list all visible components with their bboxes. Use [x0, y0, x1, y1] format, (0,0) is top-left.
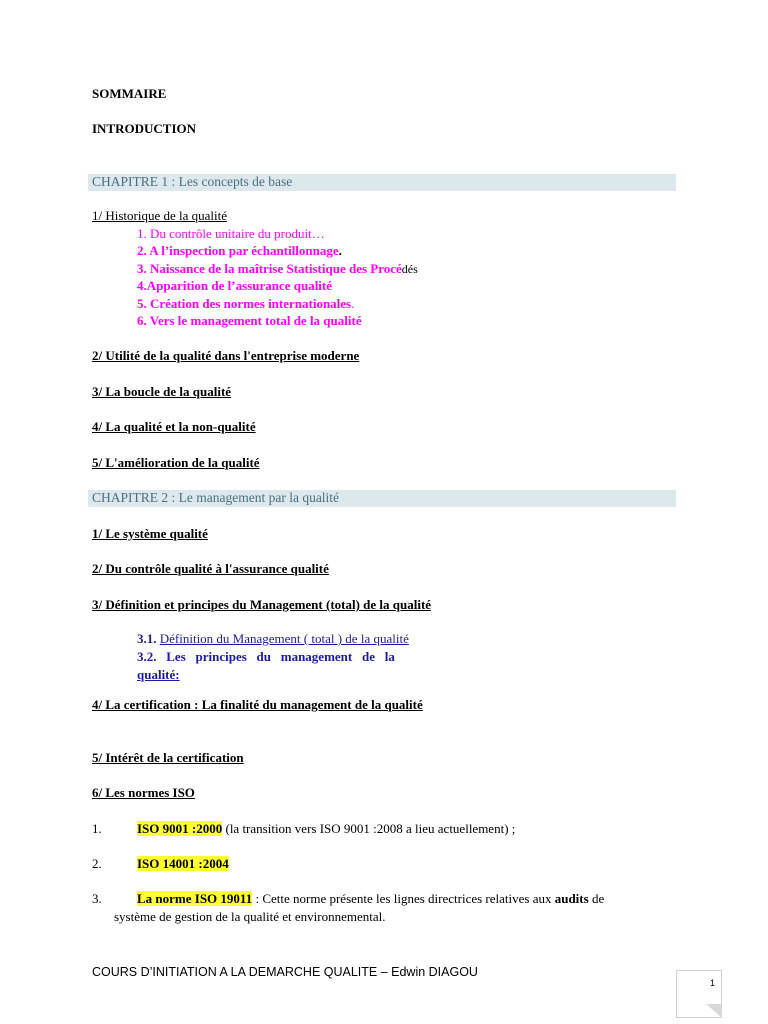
- ch2-section-5: 5/ Intérêt de la certification: [92, 750, 244, 765]
- ch1-section-5: 5/ L'amélioration de la qualité: [92, 455, 260, 470]
- sub-item-6: 6. Vers le management total de la qualité: [137, 313, 362, 328]
- ch1-section-2: 2/ Utilité de la qualité dans l'entreprise moderne: [92, 348, 360, 363]
- page-number: 1: [709, 978, 715, 988]
- ch1-section-1: 1/ Historique de la qualité: [92, 208, 228, 223]
- ch2-section-1: 1/ Le système qualité: [92, 526, 208, 541]
- chapter-1-banner: [88, 174, 676, 191]
- footer-course-title: COURS D’INITIATION A LA DEMARCHE QUALITE – Edwin DIAGOU: [92, 965, 478, 979]
- sub-item-2: 2. A l’inspection par échantillonnage.: [137, 243, 342, 258]
- page-number-box: [676, 970, 722, 1018]
- norm-3-line-2: système de gestion de la qualité et environnemental.: [114, 909, 386, 924]
- ch2-subsection-3-2[interactable]: 3.2. Les principes du management de la: [137, 649, 395, 664]
- chapter-2-banner: [88, 490, 676, 507]
- ch1-section-4: 4/ La qualité et la non-qualité: [92, 419, 256, 434]
- sommaire-heading: SOMMAIRE: [92, 86, 167, 101]
- norm-2: ISO 14001 :2004: [137, 856, 229, 871]
- norm-1: ISO 9001 :2000 (la transition vers ISO 9001 :2008 a lieu actuellement) ;: [137, 821, 516, 836]
- norm-3-number: 3.: [92, 891, 102, 906]
- sub-item-5: 5. Création des normes internationales.: [137, 296, 355, 311]
- norm-3: La norme ISO 19011 : Cette norme présente les lignes directrices relatives aux audits de: [137, 891, 605, 906]
- sub-item-3: 3. Naissance de la maîtrise Statistique des Procédés: [137, 261, 418, 276]
- ch2-subsection-3-1[interactable]: 3.1. Définition du Management ( total ) de la qualité: [137, 631, 409, 646]
- norm-1-number: 1.: [92, 821, 102, 836]
- chapter-2-title: CHAPITRE 2 : Le management par la qualité: [92, 490, 340, 505]
- sub-item-4: 4.Apparition de l’assurance qualité: [137, 278, 333, 293]
- ch1-section-3: 3/ La boucle de la qualité: [92, 384, 232, 399]
- page-curl-icon: [706, 1004, 722, 1018]
- ch2-section-4: 4/ La certification : La finalité du management de la qualité: [92, 697, 423, 712]
- sub-item-1: 1. Du contrôle unitaire du produit…: [137, 226, 325, 241]
- ch2-section-2: 2/ Du contrôle qualité à l'assurance qualité: [92, 561, 329, 576]
- ch2-section-3: 3/ Définition et principes du Management (total) de la qualité: [92, 597, 432, 612]
- norm-2-number: 2.: [92, 856, 102, 871]
- introduction-heading: INTRODUCTION: [92, 121, 197, 136]
- chapter-1-title: CHAPITRE 1 : Les concepts de base: [92, 174, 293, 189]
- ch2-subsection-3-2-cont[interactable]: qualité:: [137, 667, 180, 682]
- ch2-section-6: 6/ Les normes ISO: [92, 785, 195, 800]
